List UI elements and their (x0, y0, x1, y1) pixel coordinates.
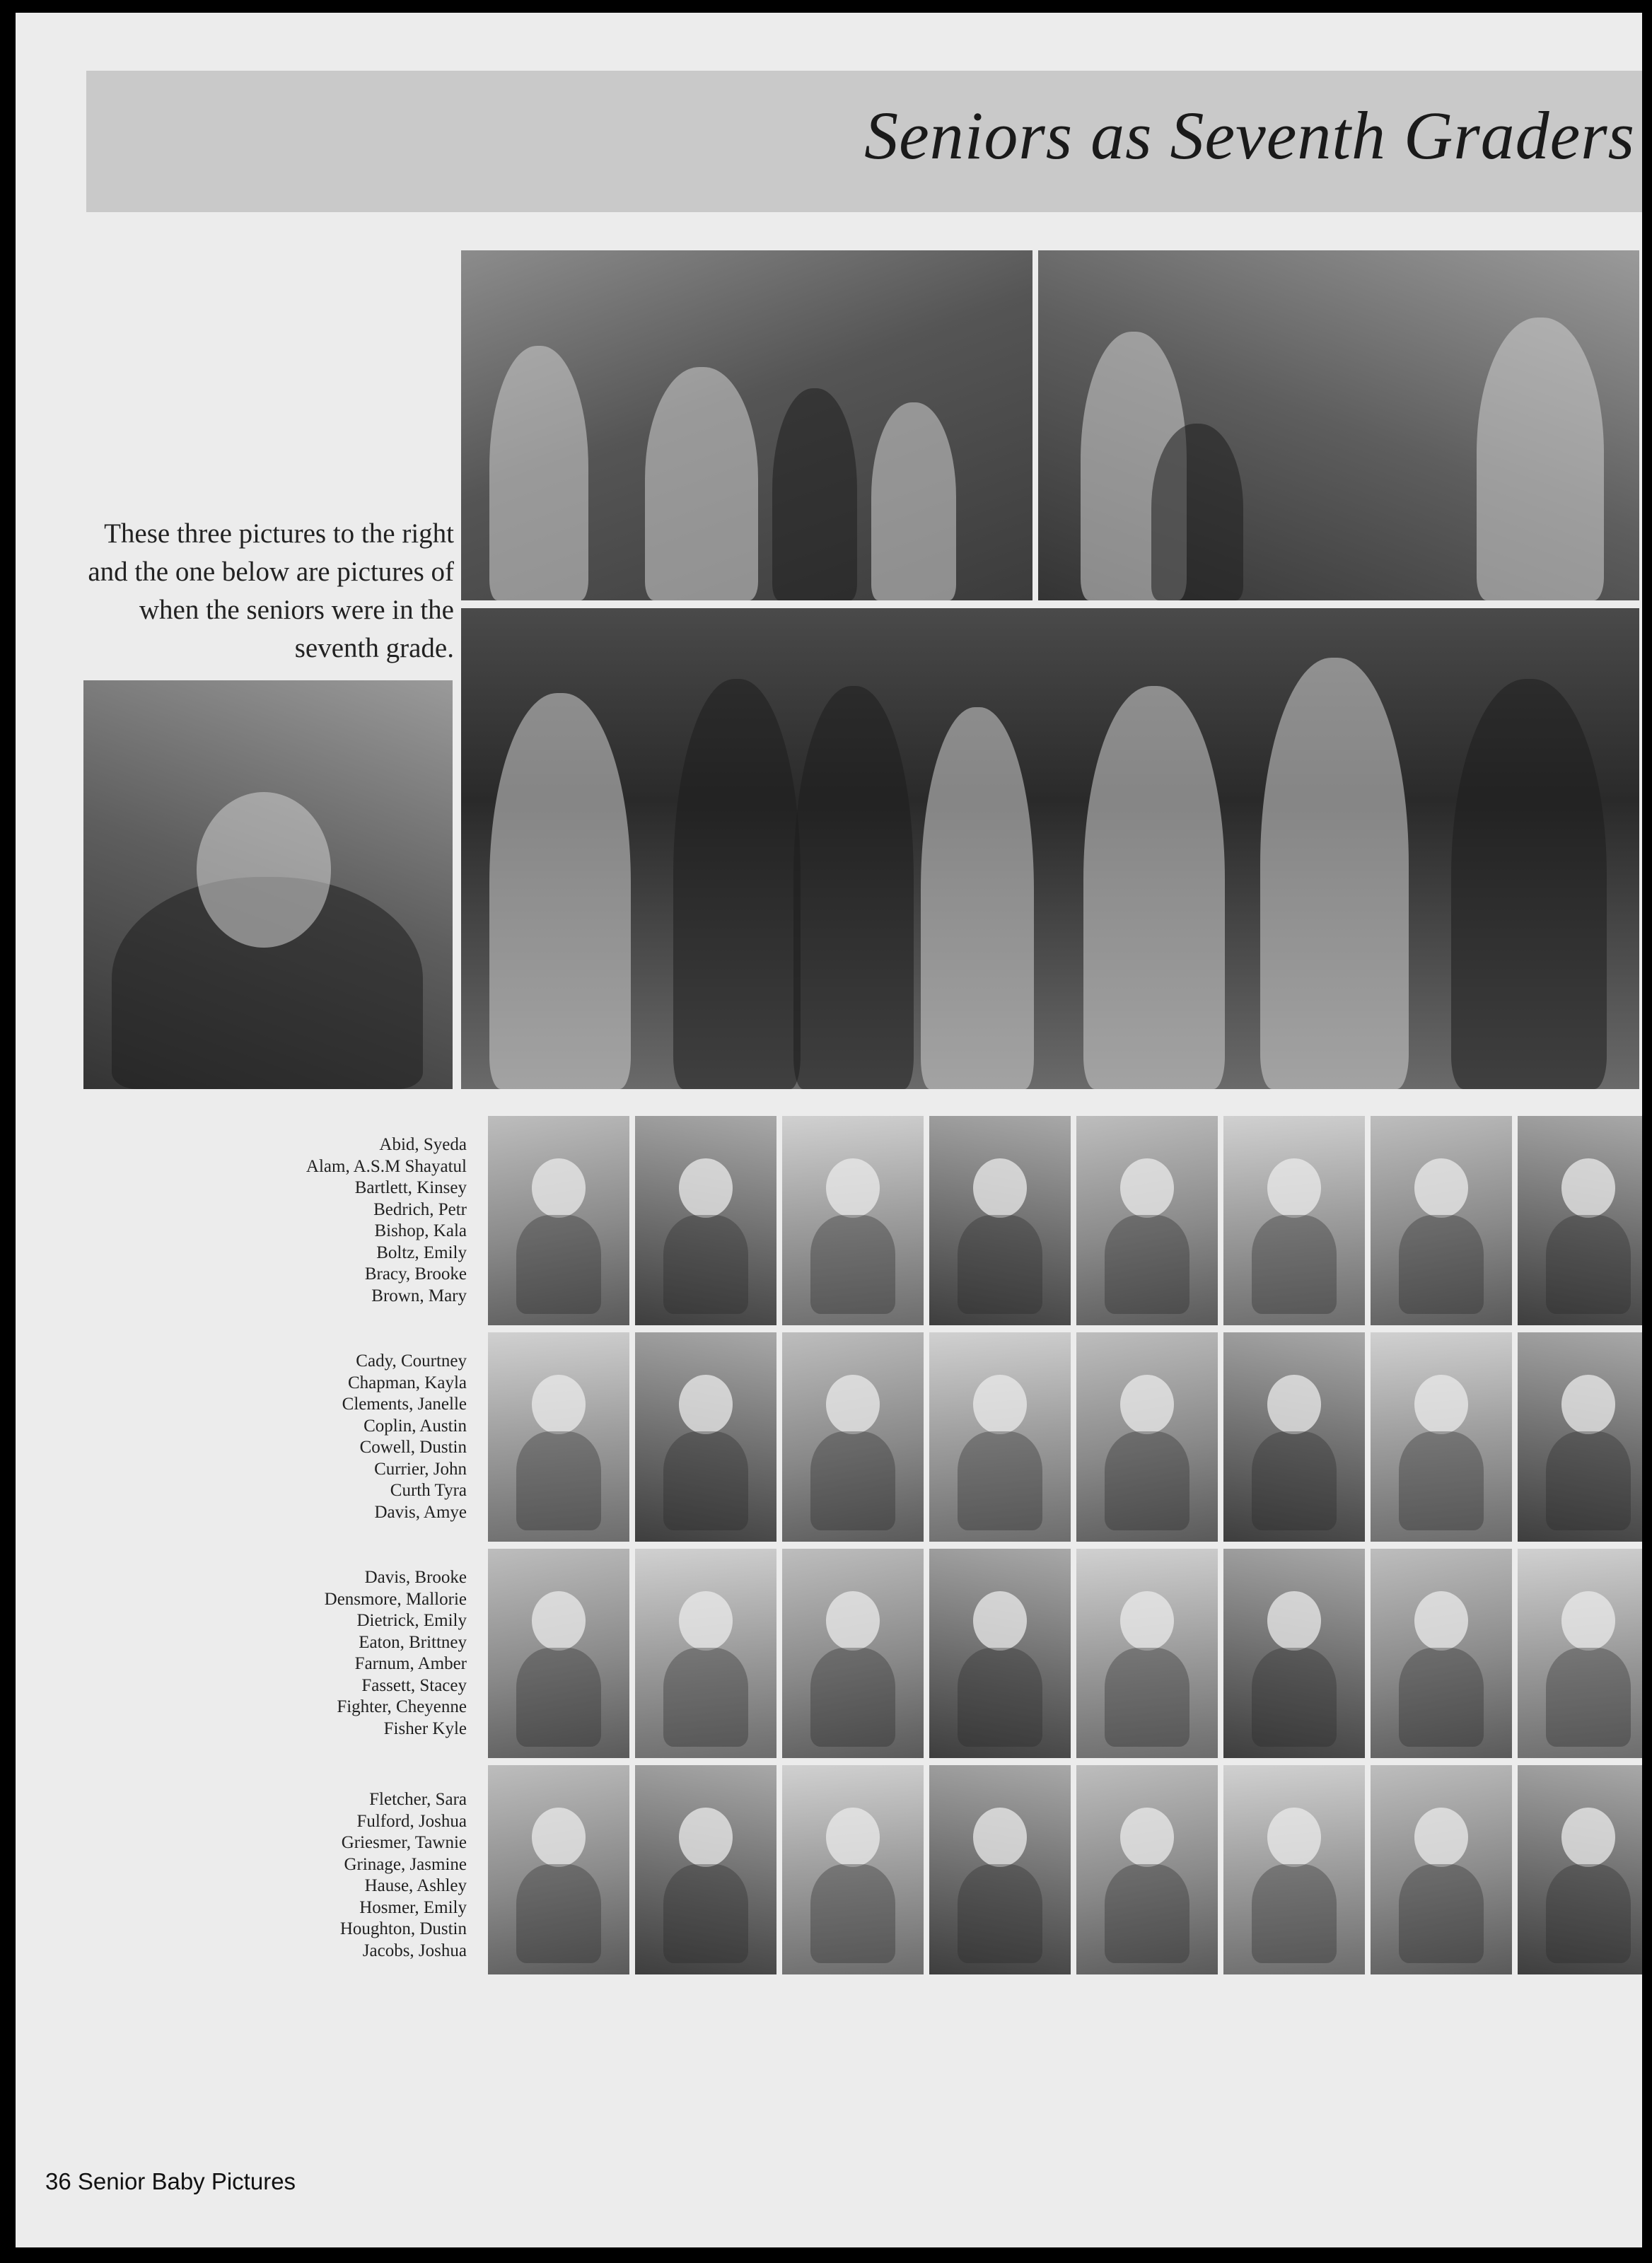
baby-photo (635, 1116, 776, 1325)
baby-face (1267, 1808, 1321, 1867)
name-list-4 (185, 1789, 467, 1962)
student-name: Houghton, Dustin (339, 1919, 467, 1938)
baby-body (958, 1648, 1042, 1747)
student-face (197, 792, 331, 948)
baby-face (1267, 1591, 1321, 1651)
baby-body (1546, 1431, 1631, 1530)
group-photo (461, 608, 1639, 1089)
student-name: Cady, Courtney (356, 1351, 467, 1371)
student-name: Hosmer, Emily (359, 1897, 467, 1917)
baby-body (1252, 1864, 1337, 1963)
baby-photo (1076, 1549, 1218, 1758)
student-name: Fassett, Stacey (361, 1675, 467, 1695)
baby-body (516, 1648, 601, 1747)
student-name: Boltz, Emily (376, 1243, 467, 1262)
baby-photo (1223, 1116, 1365, 1325)
baby-photo (1076, 1116, 1218, 1325)
name-list-2 (185, 1351, 467, 1523)
student-name: Alam, A.S.M Shayatul (306, 1156, 467, 1176)
classroom-photo-right (1038, 250, 1639, 600)
baby-body (1105, 1648, 1189, 1747)
baby-face (826, 1808, 880, 1867)
baby-body (1399, 1648, 1484, 1747)
student-name: Jacobs, Joshua (362, 1941, 467, 1960)
baby-body (958, 1431, 1042, 1530)
baby-photo (782, 1549, 924, 1758)
baby-body (663, 1648, 748, 1747)
student-figure (489, 346, 588, 600)
baby-photo (1223, 1549, 1365, 1758)
student-name: Farnum, Amber (354, 1654, 467, 1673)
baby-face (826, 1591, 880, 1651)
section-name: Senior Baby Pictures (77, 2168, 296, 2194)
baby-face (1120, 1591, 1174, 1651)
baby-photo (1076, 1332, 1218, 1542)
baby-face (1414, 1591, 1468, 1651)
baby-photo (1371, 1116, 1512, 1325)
student-name: Densmore, Mallorie (324, 1589, 467, 1609)
page-number: 36 (45, 2168, 71, 2194)
baby-body (516, 1215, 601, 1314)
baby-photo (1076, 1765, 1218, 1974)
baby-face (1561, 1158, 1615, 1218)
student-name: Fighter, Cheyenne (337, 1697, 467, 1716)
student-name: Eaton, Brittney (359, 1632, 467, 1652)
baby-photo (929, 1765, 1071, 1974)
student-name: Cowell, Dustin (359, 1438, 467, 1457)
baby-body (810, 1648, 895, 1747)
student-figure (793, 686, 914, 1089)
baby-body (1105, 1864, 1189, 1963)
baby-face (1267, 1158, 1321, 1218)
student-name: Clements, Janelle (342, 1395, 467, 1414)
student-name: Davis, Amye (374, 1502, 467, 1522)
student-figure (1451, 679, 1607, 1089)
student-figure (1083, 686, 1225, 1089)
student-figure (772, 388, 857, 600)
student-figure (1151, 424, 1243, 600)
student-figure (1477, 318, 1604, 600)
baby-face (679, 1808, 733, 1867)
student-name: Brown, Mary (371, 1286, 467, 1305)
baby-body (1252, 1648, 1337, 1747)
baby-photo (929, 1116, 1071, 1325)
header-band (86, 71, 1642, 212)
baby-face (826, 1158, 880, 1218)
baby-face (1120, 1375, 1174, 1434)
baby-photo (488, 1765, 629, 1974)
baby-body (958, 1215, 1042, 1314)
student-name: Fletcher, Sara (369, 1790, 467, 1809)
baby-face (679, 1591, 733, 1651)
baby-body (1546, 1215, 1631, 1314)
baby-body (1252, 1431, 1337, 1530)
baby-body (1399, 1431, 1484, 1530)
baby-face (973, 1808, 1027, 1867)
baby-body (663, 1215, 748, 1314)
baby-face (1120, 1808, 1174, 1867)
baby-photo (488, 1116, 629, 1325)
baby-body (663, 1864, 748, 1963)
baby-photo (929, 1549, 1071, 1758)
baby-photo (1518, 1549, 1642, 1758)
student-name: Curth Tyra (390, 1481, 467, 1500)
goggles-photo (83, 680, 453, 1089)
student-figure (645, 367, 758, 600)
page-title: Seniors as Seventh Graders (864, 98, 1635, 173)
student-name: Dietrick, Emily (356, 1611, 467, 1630)
baby-body (1252, 1215, 1337, 1314)
baby-photo (635, 1549, 776, 1758)
baby-body (1546, 1864, 1631, 1963)
baby-photo (1371, 1765, 1512, 1974)
baby-photo (1223, 1332, 1365, 1542)
baby-photo (782, 1116, 924, 1325)
student-name: Fisher Kyle (383, 1718, 467, 1738)
baby-body (1399, 1864, 1484, 1963)
student-name: Bedrich, Petr (373, 1199, 467, 1219)
student-name: Griesmer, Tawnie (341, 1833, 467, 1852)
yearbook-page (16, 13, 1642, 2247)
baby-face (1414, 1808, 1468, 1867)
baby-face (532, 1591, 586, 1651)
student-figure (871, 402, 956, 600)
name-list-1 (185, 1134, 467, 1307)
baby-body (663, 1431, 748, 1530)
baby-body (516, 1864, 601, 1963)
baby-photo (1371, 1549, 1512, 1758)
baby-photo (1371, 1332, 1512, 1542)
student-name: Abid, Syeda (379, 1135, 467, 1154)
baby-face (1561, 1375, 1615, 1434)
student-figure (921, 707, 1034, 1089)
baby-body (1105, 1431, 1189, 1530)
student-name: Bartlett, Kinsey (354, 1178, 467, 1197)
baby-face (679, 1158, 733, 1218)
baby-body (958, 1864, 1042, 1963)
baby-photo (1518, 1116, 1642, 1325)
student-name: Chapman, Kayla (347, 1373, 467, 1392)
student-name: Fulford, Joshua (356, 1811, 467, 1831)
baby-face (1561, 1591, 1615, 1651)
baby-face (1120, 1158, 1174, 1218)
baby-body (1399, 1215, 1484, 1314)
baby-face (1414, 1375, 1468, 1434)
student-figure (673, 679, 801, 1089)
baby-photo (1518, 1332, 1642, 1542)
baby-body (1105, 1215, 1189, 1314)
baby-face (532, 1158, 586, 1218)
student-name: Bishop, Kala (374, 1221, 467, 1240)
baby-photo (488, 1549, 629, 1758)
name-list-3 (185, 1567, 467, 1740)
baby-photo (488, 1332, 629, 1542)
baby-body (810, 1864, 895, 1963)
baby-face (679, 1375, 733, 1434)
student-name: Grinage, Jasmine (344, 1854, 467, 1874)
baby-body (516, 1431, 601, 1530)
baby-photo (1223, 1765, 1365, 1974)
student-name: Coplin, Austin (363, 1416, 467, 1436)
baby-face (1414, 1158, 1468, 1218)
baby-body (1546, 1648, 1631, 1747)
baby-photo (635, 1765, 776, 1974)
page-footer (45, 2168, 296, 2195)
baby-face (532, 1375, 586, 1434)
baby-photo (782, 1332, 924, 1542)
baby-face (973, 1591, 1027, 1651)
student-name: Davis, Brooke (364, 1568, 467, 1587)
classroom-photo-left (461, 250, 1032, 600)
baby-face (826, 1375, 880, 1434)
baby-body (810, 1215, 895, 1314)
student-name: Currier, John (374, 1459, 467, 1479)
baby-face (1561, 1808, 1615, 1867)
student-name: Hause, Ashley (364, 1876, 467, 1895)
baby-photo (782, 1765, 924, 1974)
photo-caption: These three pictures to the right and the one below are pictures of when the seniors were in the seventh grade. (88, 518, 454, 663)
student-figure (489, 693, 631, 1089)
student-name: Bracy, Brooke (364, 1264, 467, 1284)
baby-face (532, 1808, 586, 1867)
baby-face (1267, 1375, 1321, 1434)
baby-photo (1518, 1765, 1642, 1974)
baby-photo (635, 1332, 776, 1542)
student-figure (1260, 658, 1409, 1089)
baby-photo (929, 1332, 1071, 1542)
baby-body (810, 1431, 895, 1530)
baby-face (973, 1375, 1027, 1434)
baby-face (973, 1158, 1027, 1218)
